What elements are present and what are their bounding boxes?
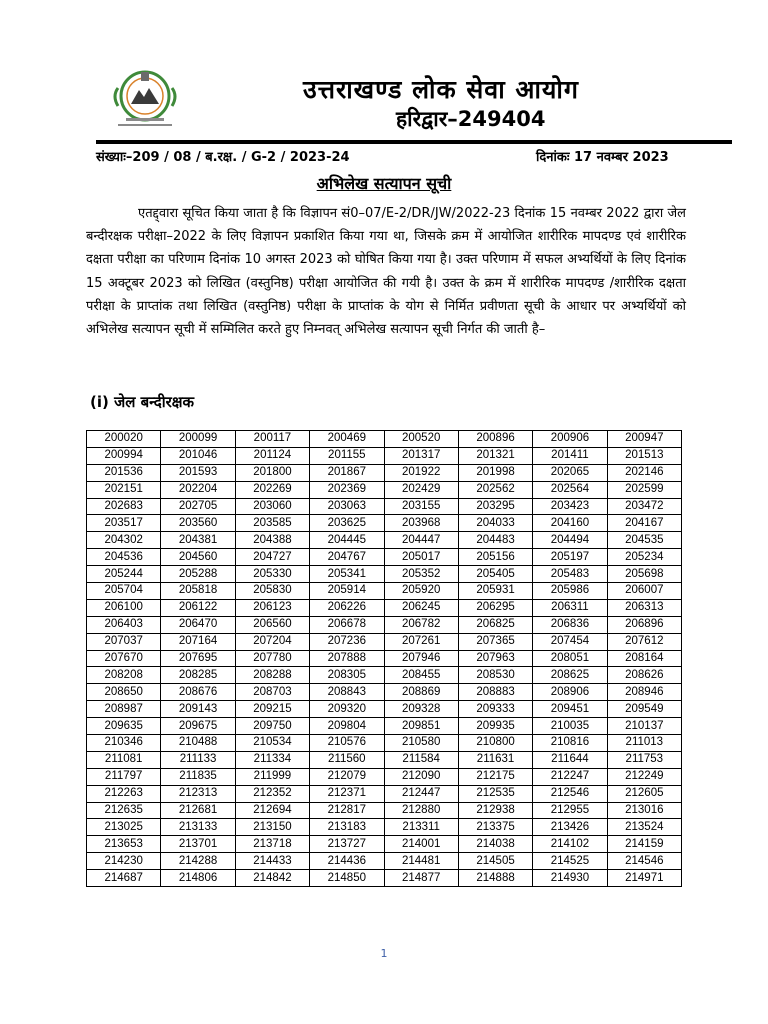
- roll-number-cell: 213701: [161, 836, 235, 853]
- roll-number-cell: 213375: [458, 819, 532, 836]
- roll-number-cell: 204494: [533, 532, 607, 549]
- roll-number-cell: 212605: [607, 785, 681, 802]
- roll-number-cell: 212938: [458, 802, 532, 819]
- roll-number-cell: 214525: [533, 853, 607, 870]
- roll-number-cell: 213311: [384, 819, 458, 836]
- roll-number-cell: 211013: [607, 735, 681, 752]
- roll-number-cell: 209851: [384, 718, 458, 735]
- roll-number-cell: 212635: [87, 802, 161, 819]
- roll-number-cell: 210137: [607, 718, 681, 735]
- roll-number-cell: 200947: [607, 431, 681, 448]
- roll-number-cell: 201155: [310, 447, 384, 464]
- roll-number-cell: 214850: [310, 870, 384, 887]
- roll-number-cell: 200099: [161, 431, 235, 448]
- roll-number-cell: 208946: [607, 684, 681, 701]
- roll-number-cell: 208987: [87, 701, 161, 718]
- roll-number-cell: 214159: [607, 836, 681, 853]
- roll-number-cell: 212263: [87, 785, 161, 802]
- roll-number-cell: 212249: [607, 768, 681, 785]
- roll-number-cell: 211835: [161, 768, 235, 785]
- roll-number-cell: 213524: [607, 819, 681, 836]
- roll-number-cell: 203517: [87, 515, 161, 532]
- table-row: [87, 684, 682, 701]
- table-row: [87, 870, 682, 887]
- table-row: [87, 599, 682, 616]
- table-row: [87, 667, 682, 684]
- roll-number-cell: 208288: [235, 667, 309, 684]
- table-row: [87, 549, 682, 566]
- roll-number-cell: 212175: [458, 768, 532, 785]
- roll-number-cell: 214433: [235, 853, 309, 870]
- roll-number-cell: 213727: [310, 836, 384, 853]
- roll-number-cell: 210035: [533, 718, 607, 735]
- roll-number-cell: 212546: [533, 785, 607, 802]
- roll-number-cell: 213025: [87, 819, 161, 836]
- roll-number-cell: 211584: [384, 751, 458, 768]
- roll-number-cell: 203560: [161, 515, 235, 532]
- roll-number-cell: 209750: [235, 718, 309, 735]
- table-row: [87, 836, 682, 853]
- page-number: 1: [380, 947, 388, 960]
- roll-number-cell: 206007: [607, 583, 681, 600]
- roll-number-cell: 205352: [384, 566, 458, 583]
- roll-number-cell: 201536: [87, 464, 161, 481]
- roll-number-cell: 203968: [384, 515, 458, 532]
- roll-number-cell: 203472: [607, 498, 681, 515]
- roll-number-cell: 207963: [458, 650, 532, 667]
- roll-number-cell: 208285: [161, 667, 235, 684]
- roll-number-cell: 214481: [384, 853, 458, 870]
- roll-number-cell: 208051: [533, 650, 607, 667]
- roll-number-cell: 206470: [161, 616, 235, 633]
- roll-number-cell: 208906: [533, 684, 607, 701]
- roll-number-cell: 207946: [384, 650, 458, 667]
- roll-number-cell: 202151: [87, 481, 161, 498]
- roll-number-cell: 210576: [310, 735, 384, 752]
- roll-number-cell: 200520: [384, 431, 458, 448]
- roll-number-cell: 203063: [310, 498, 384, 515]
- roll-number-cell: 200020: [87, 431, 161, 448]
- document-title: [0, 172, 768, 194]
- roll-number-cell: 205017: [384, 549, 458, 566]
- roll-number-cell: 207164: [161, 633, 235, 650]
- roll-number-cell: 201124: [235, 447, 309, 464]
- roll-number-cell: 210488: [161, 735, 235, 752]
- roll-number-cell: 202065: [533, 464, 607, 481]
- post-heading: (i) जेल बन्दीरक्षक: [90, 393, 195, 411]
- roll-number-cell: 208883: [458, 684, 532, 701]
- roll-number-cell: 202429: [384, 481, 458, 498]
- roll-number-cell: 204388: [235, 532, 309, 549]
- roll-number-cell: 208164: [607, 650, 681, 667]
- roll-number-cell: 209549: [607, 701, 681, 718]
- roll-number-cell: 207612: [607, 633, 681, 650]
- roll-number-cell: 214687: [87, 870, 161, 887]
- table-row: [87, 701, 682, 718]
- roll-number-cell: 205704: [87, 583, 161, 600]
- roll-number-cell: 209215: [235, 701, 309, 718]
- roll-number-cell: 209635: [87, 718, 161, 735]
- roll-number-cell: 205483: [533, 566, 607, 583]
- roll-number-cell: 204560: [161, 549, 235, 566]
- roll-number-cell: 211753: [607, 751, 681, 768]
- roll-number-cell: 206295: [458, 599, 532, 616]
- roll-number-cell: 204167: [607, 515, 681, 532]
- roll-number-cell: 202146: [607, 464, 681, 481]
- table-row: [87, 718, 682, 735]
- roll-number-cell: 201317: [384, 447, 458, 464]
- table-row: [87, 481, 682, 498]
- roll-number-cell: 208625: [533, 667, 607, 684]
- roll-number-cell: 212090: [384, 768, 458, 785]
- roll-number-cell: 206825: [458, 616, 532, 633]
- table-row: [87, 735, 682, 752]
- roll-number-cell: 214546: [607, 853, 681, 870]
- roll-number-cell: 207261: [384, 633, 458, 650]
- table-row: [87, 447, 682, 464]
- roll-number-cell: 211560: [310, 751, 384, 768]
- roll-number-cell: 205830: [235, 583, 309, 600]
- roll-number-cell: 207204: [235, 633, 309, 650]
- roll-number-cell: 214436: [310, 853, 384, 870]
- issue-date: दिनांकः 17 नवम्बर 2023: [536, 150, 669, 165]
- roll-number-cell: 204767: [310, 549, 384, 566]
- roll-number-cell: 201513: [607, 447, 681, 464]
- roll-number-cell: 210800: [458, 735, 532, 752]
- roll-number-cell: 214930: [533, 870, 607, 887]
- table-row: [87, 616, 682, 633]
- roll-number-cell: 212352: [235, 785, 309, 802]
- roll-number-cell: 212817: [310, 802, 384, 819]
- roll-number-cell: 212247: [533, 768, 607, 785]
- roll-number-table: [86, 430, 682, 887]
- roll-number-cell: 200469: [310, 431, 384, 448]
- roll-number-cell: 214038: [458, 836, 532, 853]
- roll-number-cell: 201922: [384, 464, 458, 481]
- organisation-name: उत्तराखण्ड लोक सेवा आयोग: [303, 75, 579, 104]
- roll-number-cell: 213718: [235, 836, 309, 853]
- roll-number-cell: 205818: [161, 583, 235, 600]
- roll-number-cell: 200994: [87, 447, 161, 464]
- roll-number-cell: 208676: [161, 684, 235, 701]
- roll-number-cell: 208530: [458, 667, 532, 684]
- reference-number: संख्याः–209 / 08 / ब.रक्ष. / G-2 / 2023-24: [96, 150, 350, 165]
- roll-number-cell: 200906: [533, 431, 607, 448]
- roll-number-cell: 201800: [235, 464, 309, 481]
- roll-number-cell: 206560: [235, 616, 309, 633]
- roll-number-cell: 201046: [161, 447, 235, 464]
- roll-number-cell: 205244: [87, 566, 161, 583]
- roll-number-cell: 204160: [533, 515, 607, 532]
- roll-number-cell: 211133: [161, 751, 235, 768]
- roll-number-cell: 206678: [310, 616, 384, 633]
- roll-number-cell: 204483: [458, 532, 532, 549]
- roll-number-cell: 206896: [607, 616, 681, 633]
- roll-number-cell: 207037: [87, 633, 161, 650]
- roll-number-cell: 214505: [458, 853, 532, 870]
- roll-number-cell: 202599: [607, 481, 681, 498]
- roll-number-cell: 205341: [310, 566, 384, 583]
- roll-number-cell: 211797: [87, 768, 161, 785]
- roll-number-cell: 213133: [161, 819, 235, 836]
- table-row: [87, 515, 682, 532]
- roll-number-cell: 205288: [161, 566, 235, 583]
- roll-number-cell: 207454: [533, 633, 607, 650]
- roll-number-cell: 213426: [533, 819, 607, 836]
- roll-number-cell: 201998: [458, 464, 532, 481]
- table-row: [87, 431, 682, 448]
- roll-number-cell: 208703: [235, 684, 309, 701]
- table-row: [87, 751, 682, 768]
- roll-number-cell: 203295: [458, 498, 532, 515]
- roll-number-cell: 213150: [235, 819, 309, 836]
- roll-number-cell: 206100: [87, 599, 161, 616]
- roll-number-cell: 205234: [607, 549, 681, 566]
- roll-number-cell: 212694: [235, 802, 309, 819]
- roll-number-cell: 204381: [161, 532, 235, 549]
- roll-number-cell: 202269: [235, 481, 309, 498]
- roll-number-cell: 207780: [235, 650, 309, 667]
- roll-number-cell: 210534: [235, 735, 309, 752]
- roll-number-cell: 206836: [533, 616, 607, 633]
- roll-number-cell: 200896: [458, 431, 532, 448]
- table-row: [87, 853, 682, 870]
- roll-number-cell: 209675: [161, 718, 235, 735]
- roll-number-cell: 206782: [384, 616, 458, 633]
- roll-number-cell: 212079: [310, 768, 384, 785]
- roll-number-cell: 206313: [607, 599, 681, 616]
- roll-number-cell: 206403: [87, 616, 161, 633]
- roll-number-cell: 212681: [161, 802, 235, 819]
- roll-number-cell: 212447: [384, 785, 458, 802]
- roll-number-cell: 209320: [310, 701, 384, 718]
- roll-number-cell: 205698: [607, 566, 681, 583]
- roll-number-cell: 210816: [533, 735, 607, 752]
- roll-number-cell: 204302: [87, 532, 161, 549]
- roll-number-cell: 205986: [533, 583, 607, 600]
- table-row: [87, 566, 682, 583]
- table-row: [87, 819, 682, 836]
- roll-number-cell: 204033: [458, 515, 532, 532]
- roll-number-cell: 209328: [384, 701, 458, 718]
- roll-number-cell: 205197: [533, 549, 607, 566]
- roll-number-cell: 214842: [235, 870, 309, 887]
- roll-number-cell: 206123: [235, 599, 309, 616]
- table-row: [87, 498, 682, 515]
- table-row: [87, 464, 682, 481]
- roll-number-cell: 208650: [87, 684, 161, 701]
- roll-number-cell: 208843: [310, 684, 384, 701]
- roll-number-cell: 214288: [161, 853, 235, 870]
- header-divider: [96, 140, 732, 144]
- roll-number-cell: 214888: [458, 870, 532, 887]
- roll-number-cell: 206245: [384, 599, 458, 616]
- roll-number-cell: 204445: [310, 532, 384, 549]
- document-title-text: अभिलेख सत्यापन सूची: [316, 174, 452, 193]
- roll-number-cell: 206226: [310, 599, 384, 616]
- roll-number-cell: 203625: [310, 515, 384, 532]
- roll-number-cell: 214102: [533, 836, 607, 853]
- roll-number-cell: 205330: [235, 566, 309, 583]
- roll-number-cell: 201867: [310, 464, 384, 481]
- roll-number-cell: 202369: [310, 481, 384, 498]
- roll-number-cell: 212371: [310, 785, 384, 802]
- notice-paragraph: एतद्द्वारा सूचित किया जाता है कि विज्ञापन सं0–07/E-2/DR/JW/2022-23 दिनांक 15 नवम्बर 2022 द्वारा जेल बन्दीरक्षक परीक्षा–2022 के लिए विज्ञापन प्रकाशित किया गया था, जिसके क्रम में आयोजित शारीरिक मापदण्ड एवं शारीरिक दक्षता परीक्षा का परिणाम दिनांक 10 अगस्त 2023 को घोषित किया गया है। उक्त परिणाम में सफल अभ्यर्थियों के लिए दिनांक 15 अक्टूबर 2023 को लिखित (वस्तुनिष्ठ) परीक्षा आयोजित की गयी है। उक्त के क्रम में शारीरिक मापदण्ड /शारीरिक दक्षता परीक्षा के प्राप्तांक तथा लिखित (वस्तुनिष्ठ) परीक्षा के प्राप्तांक के योग से निर्मित प्रवीणता सूची के आधार पर अभ्यर्थियों को अभिलेख सत्यापन सूची में सम्मिलित करते हुए निम्नवत् अभिलेख सत्यापन सूची निर्गत की जाती है–: [86, 206, 686, 338]
- roll-number-cell: 205156: [458, 549, 532, 566]
- roll-number-cell: 204535: [607, 532, 681, 549]
- roll-number-cell: 205920: [384, 583, 458, 600]
- roll-number-cell: 202683: [87, 498, 161, 515]
- roll-number-cell: 213653: [87, 836, 161, 853]
- roll-number-cell: 209935: [458, 718, 532, 735]
- table-row: [87, 768, 682, 785]
- table-row: [87, 802, 682, 819]
- roll-number-cell: 213016: [607, 802, 681, 819]
- roll-number-cell: 209143: [161, 701, 235, 718]
- roll-number-cell: 201593: [161, 464, 235, 481]
- roll-number-cell: 208455: [384, 667, 458, 684]
- roll-number-cell: 206311: [533, 599, 607, 616]
- roll-number-cell: 214230: [87, 853, 161, 870]
- roll-number-cell: 207888: [310, 650, 384, 667]
- table-row: [87, 785, 682, 802]
- roll-number-cell: 200117: [235, 431, 309, 448]
- roll-number-cell: 211334: [235, 751, 309, 768]
- roll-number-cell: 214001: [384, 836, 458, 853]
- roll-number-cell: 210346: [87, 735, 161, 752]
- roll-number-cell: 203060: [235, 498, 309, 515]
- roll-number-cell: 213183: [310, 819, 384, 836]
- roll-number-cell: 204727: [235, 549, 309, 566]
- roll-number-cell: 201411: [533, 447, 607, 464]
- roll-number-cell: 212880: [384, 802, 458, 819]
- roll-number-cell: 211999: [235, 768, 309, 785]
- notice-body: [86, 202, 686, 341]
- roll-number-cell: 207670: [87, 650, 161, 667]
- roll-number-cell: 203585: [235, 515, 309, 532]
- roll-number-cell: 214806: [161, 870, 235, 887]
- roll-number-cell: 204536: [87, 549, 161, 566]
- roll-number-cell: 202204: [161, 481, 235, 498]
- commission-logo-icon: [104, 66, 186, 128]
- roll-number-cell: 202705: [161, 498, 235, 515]
- roll-number-cell: 205405: [458, 566, 532, 583]
- roll-number-cell: 206122: [161, 599, 235, 616]
- roll-number-cell: 209804: [310, 718, 384, 735]
- roll-number-cell: 202564: [533, 481, 607, 498]
- roll-number-cell: 205931: [458, 583, 532, 600]
- roll-number-cell: 203155: [384, 498, 458, 515]
- table-row: [87, 532, 682, 549]
- roll-number-cell: 207236: [310, 633, 384, 650]
- roll-number-cell: 214877: [384, 870, 458, 887]
- roll-number-cell: 205914: [310, 583, 384, 600]
- roll-number-cell: 202562: [458, 481, 532, 498]
- roll-number-cell: 211631: [458, 751, 532, 768]
- roll-number-cell: 212313: [161, 785, 235, 802]
- roll-number-cell: 207695: [161, 650, 235, 667]
- roll-number-cell: 212955: [533, 802, 607, 819]
- roll-number-cell: 208305: [310, 667, 384, 684]
- table-row: [87, 583, 682, 600]
- roll-number-cell: 210580: [384, 735, 458, 752]
- roll-number-cell: 209333: [458, 701, 532, 718]
- roll-number-cell: 201321: [458, 447, 532, 464]
- roll-number-cell: 203423: [533, 498, 607, 515]
- roll-number-cell: 212535: [458, 785, 532, 802]
- roll-number-cell: 214971: [607, 870, 681, 887]
- roll-number-cell: 207365: [458, 633, 532, 650]
- roll-number-cell: 208869: [384, 684, 458, 701]
- table-row: [87, 650, 682, 667]
- roll-number-cell: 211081: [87, 751, 161, 768]
- roll-number-cell: 204447: [384, 532, 458, 549]
- roll-number-cell: 211644: [533, 751, 607, 768]
- roll-number-cell: 209451: [533, 701, 607, 718]
- table-row: [87, 633, 682, 650]
- roll-number-cell: 208626: [607, 667, 681, 684]
- roll-number-cell: 208208: [87, 667, 161, 684]
- organisation-address: हरिद्वार–249404: [396, 107, 546, 131]
